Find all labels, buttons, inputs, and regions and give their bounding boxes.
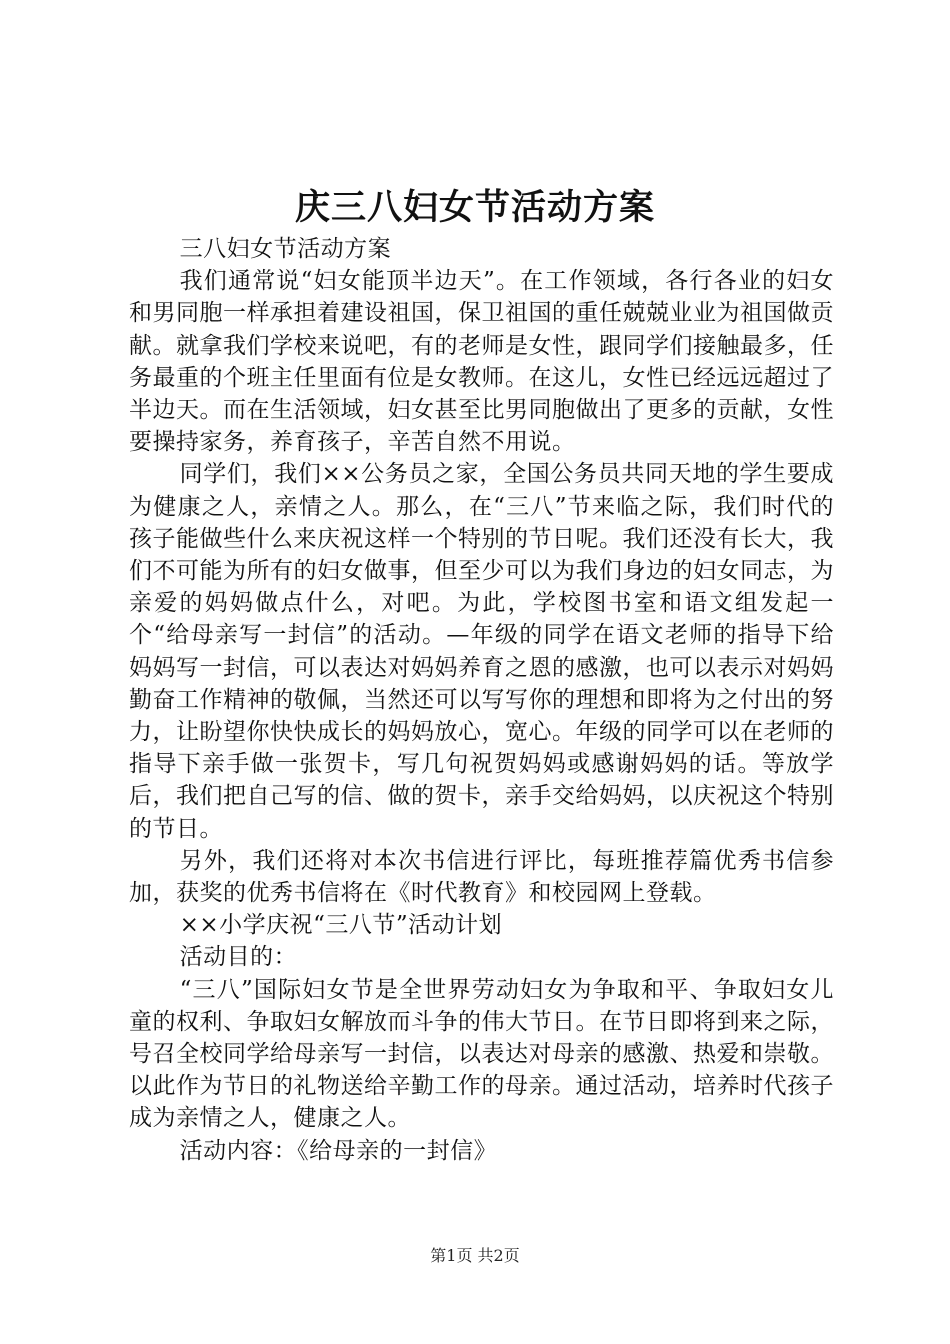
paragraph-evaluation: 另外，我们还将对本次书信进行评比，每班推荐篇优秀书信参加，获奖的优秀书信将在《时代教育》和校园网上登载。 [129, 847, 834, 907]
paragraph-purpose: “三八”国际妇女节是全世界劳动妇女为争取和平、争取妇女儿童的权利、争取妇女解放而斗争的伟大节日。在节日即将到来之际，号召全校同学给母亲写一封信，以表达对母亲的感激、热爱和崇敬。以此作为节日的礼物送给辛勤工作的母亲。通过活动，培养时代孩子成为亲情之人，健康之人。 [129, 976, 834, 1132]
paragraph-plan-heading: ××小学庆祝“三八节”活动计划 [179, 912, 503, 939]
paragraph-subtitle: 三八妇女节活动方案 [179, 236, 392, 262]
document-body [129, 233, 834, 1167]
page-number-footer: 第1页 共2页 [430, 1246, 520, 1265]
paragraph-intro: 我们通常说“妇女能顶半边天”。在工作领域，各行各业的妇女和男同胞一样承担着建设祖国，保卫祖国的重任兢兢业业为祖国做贡献。就拿我们学校来说吧，有的老师是女性，跟同学们接触最多，任务最重的个班主任里面有位是女教师。在这儿，女性已经远远超过了半边天。而在生活领域，妇女甚至比男同胞做出了更多的贡献，女性要操持家务，养育孩子，辛苦自然不用说。 [129, 268, 834, 456]
paragraph-purpose-heading: 活动目的： [179, 944, 298, 971]
document-title: 庆三八妇女节活动方案 [294, 187, 655, 228]
paragraph-students: 同学们，我们××公务员之家，全国公务员共同天地的学生要成为健康之人，亲情之人。那么，在“三八”节来临之际，我们时代的孩子能做些什么来庆祝这样一个特别的节日呢。我们还没有长大，我们不可能为所有的妇女做事，但至少可以为我们身边的妇女同志，为亲爱的妈妈做点什么，对吧。为此，学校图书室和语文组发起一个“给母亲写一封信”的活动。—年级的同学在语文老师的指导下给妈妈写一封信，可以表达对妈妈养育之恩的感激，也可以表示对妈妈勤奋工作精神的敬佩，当然还可以写写你的理想和即将为之付出的努力，让盼望你快快成长的妈妈放心，宽心。年级的同学可以在老师的指导下亲手做一张贺卡，写几句祝贺妈妈或感谢妈妈的话。等放学后，我们把自己写的信、做的贺卡，亲手交给妈妈，以庆祝这个特别的节日。 [129, 461, 834, 842]
paragraph-content-heading: 活动内容：《给母亲的一封信》 [179, 1137, 498, 1164]
